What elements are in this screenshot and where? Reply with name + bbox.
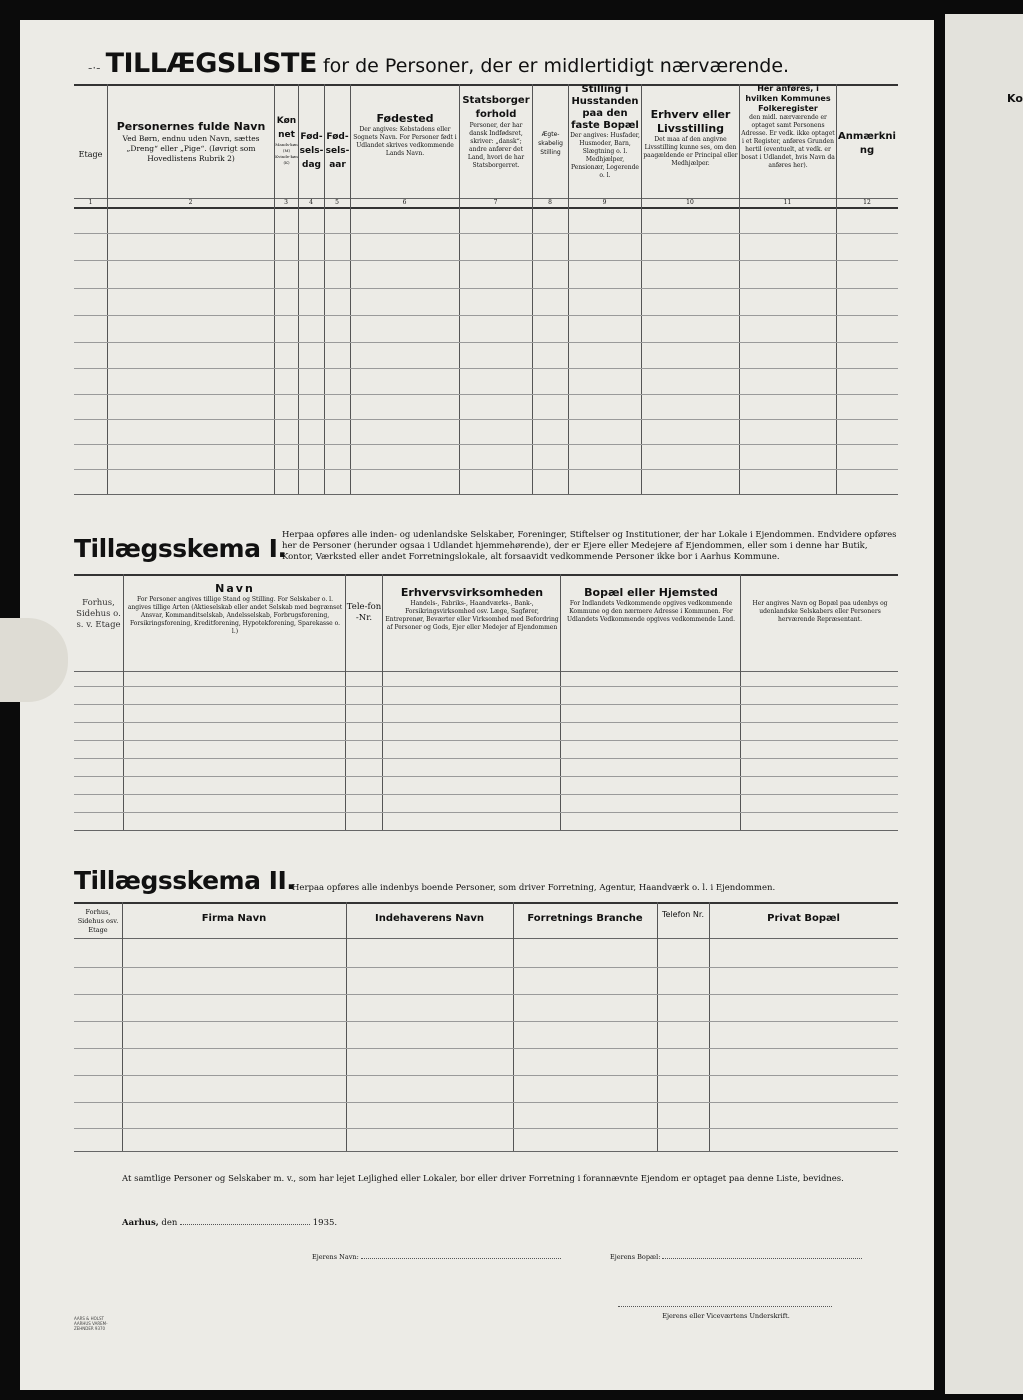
s2-col-owner: Indehaverens Navn <box>375 913 484 924</box>
col-marital: Ægte-skabelig Stilling <box>538 131 563 156</box>
s1-col-representative: Her angives Navn og Bopæl paa udenbys og udenlandske Selskabers eller Personers herværende Repræsentant. <box>752 600 888 623</box>
col-number: 1 <box>88 199 93 206</box>
owner-address-blank[interactable] <box>662 1258 862 1259</box>
col-register: Her anføres, i hvilken Kommunes Folkeregister den midl. nærværende er optaget samt Personens Adresse. Er vedk. ikke optaget i et Register, anføres Grunden hertil (eventuelt, at vedk. er bosat i Udlandet, hvis Navn da anføres her). <box>741 84 835 169</box>
printer-mark: AARS & HOLST AARHUS VAREM-ZEHNDER 9370 <box>74 1316 108 1331</box>
s2-col-branch: Forretnings Branche <box>527 913 643 924</box>
table-row <box>74 469 898 470</box>
col-number: 4 <box>309 199 313 206</box>
table-row <box>74 704 898 705</box>
signature-label: Ejerens eller Viceværtens Underskrift. <box>662 1312 790 1320</box>
table-row <box>74 342 898 343</box>
col-household: Stilling i Husstanden paa den faste Bopæl Der angives: Husfader, Husmoder, Barn, Slægtning o. l. Medhjælper, Pensionær, Logerende o. l. <box>570 84 640 179</box>
section2-title: Tillægsskema II. <box>74 866 296 895</box>
section1-title: Tillægsskema I. <box>74 534 287 563</box>
col-etage: Etage <box>78 150 103 159</box>
date-blank[interactable] <box>180 1224 310 1225</box>
col-number: 5 <box>335 199 339 206</box>
owner-name-label: Ejerens Navn: <box>312 1253 359 1261</box>
s1-col-residence: Bopæl eller Hjemsted For Indlandets Vedkommende opgives vedkommende Kommune og den nærmere Adresse i Kommunen. For Udlandets Vedkommende opgives vedkommende Land. <box>567 586 735 623</box>
table-row <box>74 794 898 795</box>
table-row <box>74 394 898 395</box>
table-row <box>74 288 898 289</box>
title-prefix: -·- <box>88 61 101 75</box>
table-row <box>74 1021 898 1022</box>
col-number: 11 <box>783 199 792 206</box>
table-row <box>74 419 898 420</box>
col-number: 6 <box>402 199 407 206</box>
table-row <box>74 1128 898 1129</box>
col-number: 2 <box>188 199 193 206</box>
col-number: 7 <box>493 199 498 206</box>
table-row <box>74 233 898 234</box>
s1-col-name: Navn For Personer angives tillige Stand og Stilling. For Selskaber o. l. angives tillige Arten (Aktieselskab eller andet Selskab med begrænset Ansvar, Kommanditselskab, Andelsselskab, Forbrugsforening, Forsikringsforening, Kreditforening, Hypotekforening, Sparekasse o. l.) <box>127 582 343 635</box>
col-number: 12 <box>863 199 871 206</box>
table-row <box>74 994 898 995</box>
owner-name-blank[interactable] <box>361 1258 561 1259</box>
owner-address-label: Ejerens Bopæl: <box>610 1253 661 1261</box>
den-label: den <box>161 1218 178 1228</box>
table-row <box>74 1075 898 1076</box>
col-birthplace: Fødested Der angives: Kebstadens eller Sognets Navn. For Personer født i Udlandet skrives vedkommende Lands Navn. <box>353 112 457 157</box>
table-row <box>74 368 898 369</box>
col-gender: Kønnet Mands-køn (M) Kvinde-køn (K) <box>275 116 298 165</box>
date-line <box>122 1218 337 1228</box>
col-remark: Anmærkning <box>838 131 896 156</box>
s2-col-firm: Firma Navn <box>201 913 267 924</box>
table-row <box>74 1048 898 1049</box>
owner-address-line <box>610 1253 862 1261</box>
section1-description: Herpaa opføres alle inden- og udenlandske Selskaber, Foreninger, Stiftelser og Institutioner, der har Lokale i Ejendommen. Endvidere opføres her de Personer (herunder ogsaa i Udlandet hjemmehørende), der er Ejere eller Medejere af Ejendommen, eller som i denne har Butik, Kontor, Værksted eller andet Forretningslokale, alt forsaavidt vedkommende Personer ikke bor i Aarhus Kommune. <box>282 530 897 562</box>
s1-col-phone: Tele-fon-Nr. <box>346 602 382 623</box>
title-main: TILLÆGSLISTE <box>105 48 317 79</box>
table-row <box>74 812 898 813</box>
place-label: Aarhus, <box>122 1218 159 1228</box>
s2-col-phone: Telefon Nr. <box>662 910 704 919</box>
table-row <box>74 722 898 723</box>
col-birth-day: Fød-sels-dag <box>299 132 324 170</box>
col-number: 3 <box>284 199 288 206</box>
col-birth-year: Fød-sels-aar <box>325 132 350 170</box>
page-title <box>88 48 928 82</box>
table-row <box>74 444 898 445</box>
table-row <box>74 776 898 777</box>
table-row <box>74 260 898 261</box>
s1-col-etage: Forhus, Sidehus o. s. v. Etage <box>76 598 121 630</box>
col-citizenship: Statsborgerforhold Personer, der har dansk Indfødsret, skriver: „dansk“; andre anfører det Land, hvori de har Statsborgerret. <box>462 95 530 169</box>
form-page <box>20 20 934 1390</box>
year-label: 1935. <box>312 1218 338 1228</box>
title-rest: for de Personer, der er midlertidigt nærværende. <box>316 55 790 77</box>
next-page-edge <box>945 14 1023 1394</box>
signature-line[interactable] <box>618 1306 832 1307</box>
col-number: 10 <box>686 199 694 206</box>
section2-description: Herpaa opføres alle indenbys boende Personer, som driver Forretning, Agentur, Haandværk o. l. i Ejendommen. <box>292 883 776 893</box>
table-row <box>74 758 898 759</box>
owner-name-line <box>312 1253 561 1261</box>
col-name: Personernes fulde Navn Ved Børn, endnu uden Navn, sættes „Dreng“ eller „Pige“. (Iøvrigt som Hovedlistens Rubrik 2) <box>116 120 266 163</box>
table-row <box>74 740 898 741</box>
table-row <box>74 967 898 968</box>
table-row <box>74 315 898 316</box>
s2-col-etage: Forhus, Sidehus osv. Etage <box>77 908 119 934</box>
col-occupation: Erhverv eller Livsstilling Det maa af den angivne Livsstilling kunne ses, om den paagældende er Principal eller Medhjælper. <box>643 108 738 167</box>
table-row <box>74 686 898 687</box>
next-page-text: Ko <box>1007 92 1023 105</box>
col-number: 8 <box>548 199 552 206</box>
col-number: 9 <box>602 199 607 206</box>
attestation-statement: At samtlige Personer og Selskaber m. v., som har lejet Lejlighed eller Lokaler, bor eller driver Forretning i forannævnte Ejendom er optaget paa denne Liste, bevidnes. <box>122 1174 844 1184</box>
table-row <box>74 1102 898 1103</box>
s1-col-business: Erhvervsvirksomheden Handels-, Fabriks-, Haandværks-, Bank-, Forsikringsvirksomhed osv. Læge, Sagfører, Entreprenør, Beværter eller Virksomhed med Befordring af Personer og Gods, Ejer eller Medejer af Ejendommen <box>385 586 559 631</box>
s2-col-address: Privat Bopæl <box>767 913 840 924</box>
